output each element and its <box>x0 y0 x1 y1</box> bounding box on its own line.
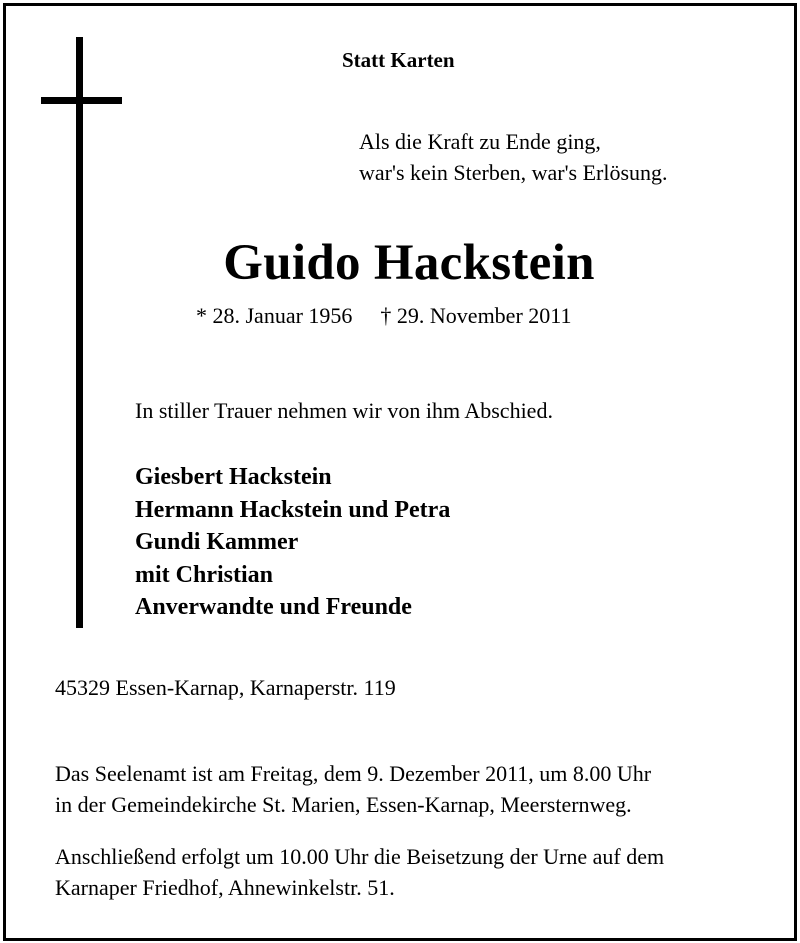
burial-line-1: Anschließend erfolgt um 10.00 Uhr die Beisetzung der Urne auf dem <box>55 844 665 869</box>
service-line-2: in der Gemeindekirche St. Marien, Essen-Karnap, Meersternweg. <box>55 792 632 817</box>
quote-line-2: war's kein Sterben, war's Erlösung. <box>359 160 668 185</box>
mourners-list <box>135 461 450 624</box>
death-date: † 29. November 2011 <box>380 303 572 328</box>
cross-icon-vertical-bar <box>76 37 83 628</box>
quote-line-1: Als die Kraft zu Ende ging, <box>359 129 601 154</box>
life-dates <box>196 305 571 327</box>
birth-date: * 28. Januar 1956 <box>196 303 353 328</box>
cross-icon-horizontal-bar <box>41 97 122 104</box>
mourner-name: Gundi Kammer <box>135 529 299 555</box>
mourner-name: Giesbert Hackstein <box>135 464 332 490</box>
mourner-name: mit Christian <box>135 561 273 588</box>
family-address: 45329 Essen-Karnap, Karnaperstr. 119 <box>55 675 396 700</box>
obituary-notice <box>3 3 797 941</box>
burial-line-2: Karnaper Friedhof, Ahnewinkelstr. 51. <box>55 875 395 900</box>
mourning-text: In stiller Trauer nehmen wir von ihm Abschied. <box>135 398 553 423</box>
deceased-name: Guido Hackstein <box>223 235 595 291</box>
mourner-name: Anverwandte und Freunde <box>135 594 412 620</box>
service-line-1: Das Seelenamt ist am Freitag, dem 9. Dezember 2011, um 8.00 Uhr <box>55 761 652 786</box>
mourner-name: Hermann Hackstein und Petra <box>135 496 451 523</box>
notice-header: Statt Karten <box>342 48 455 72</box>
